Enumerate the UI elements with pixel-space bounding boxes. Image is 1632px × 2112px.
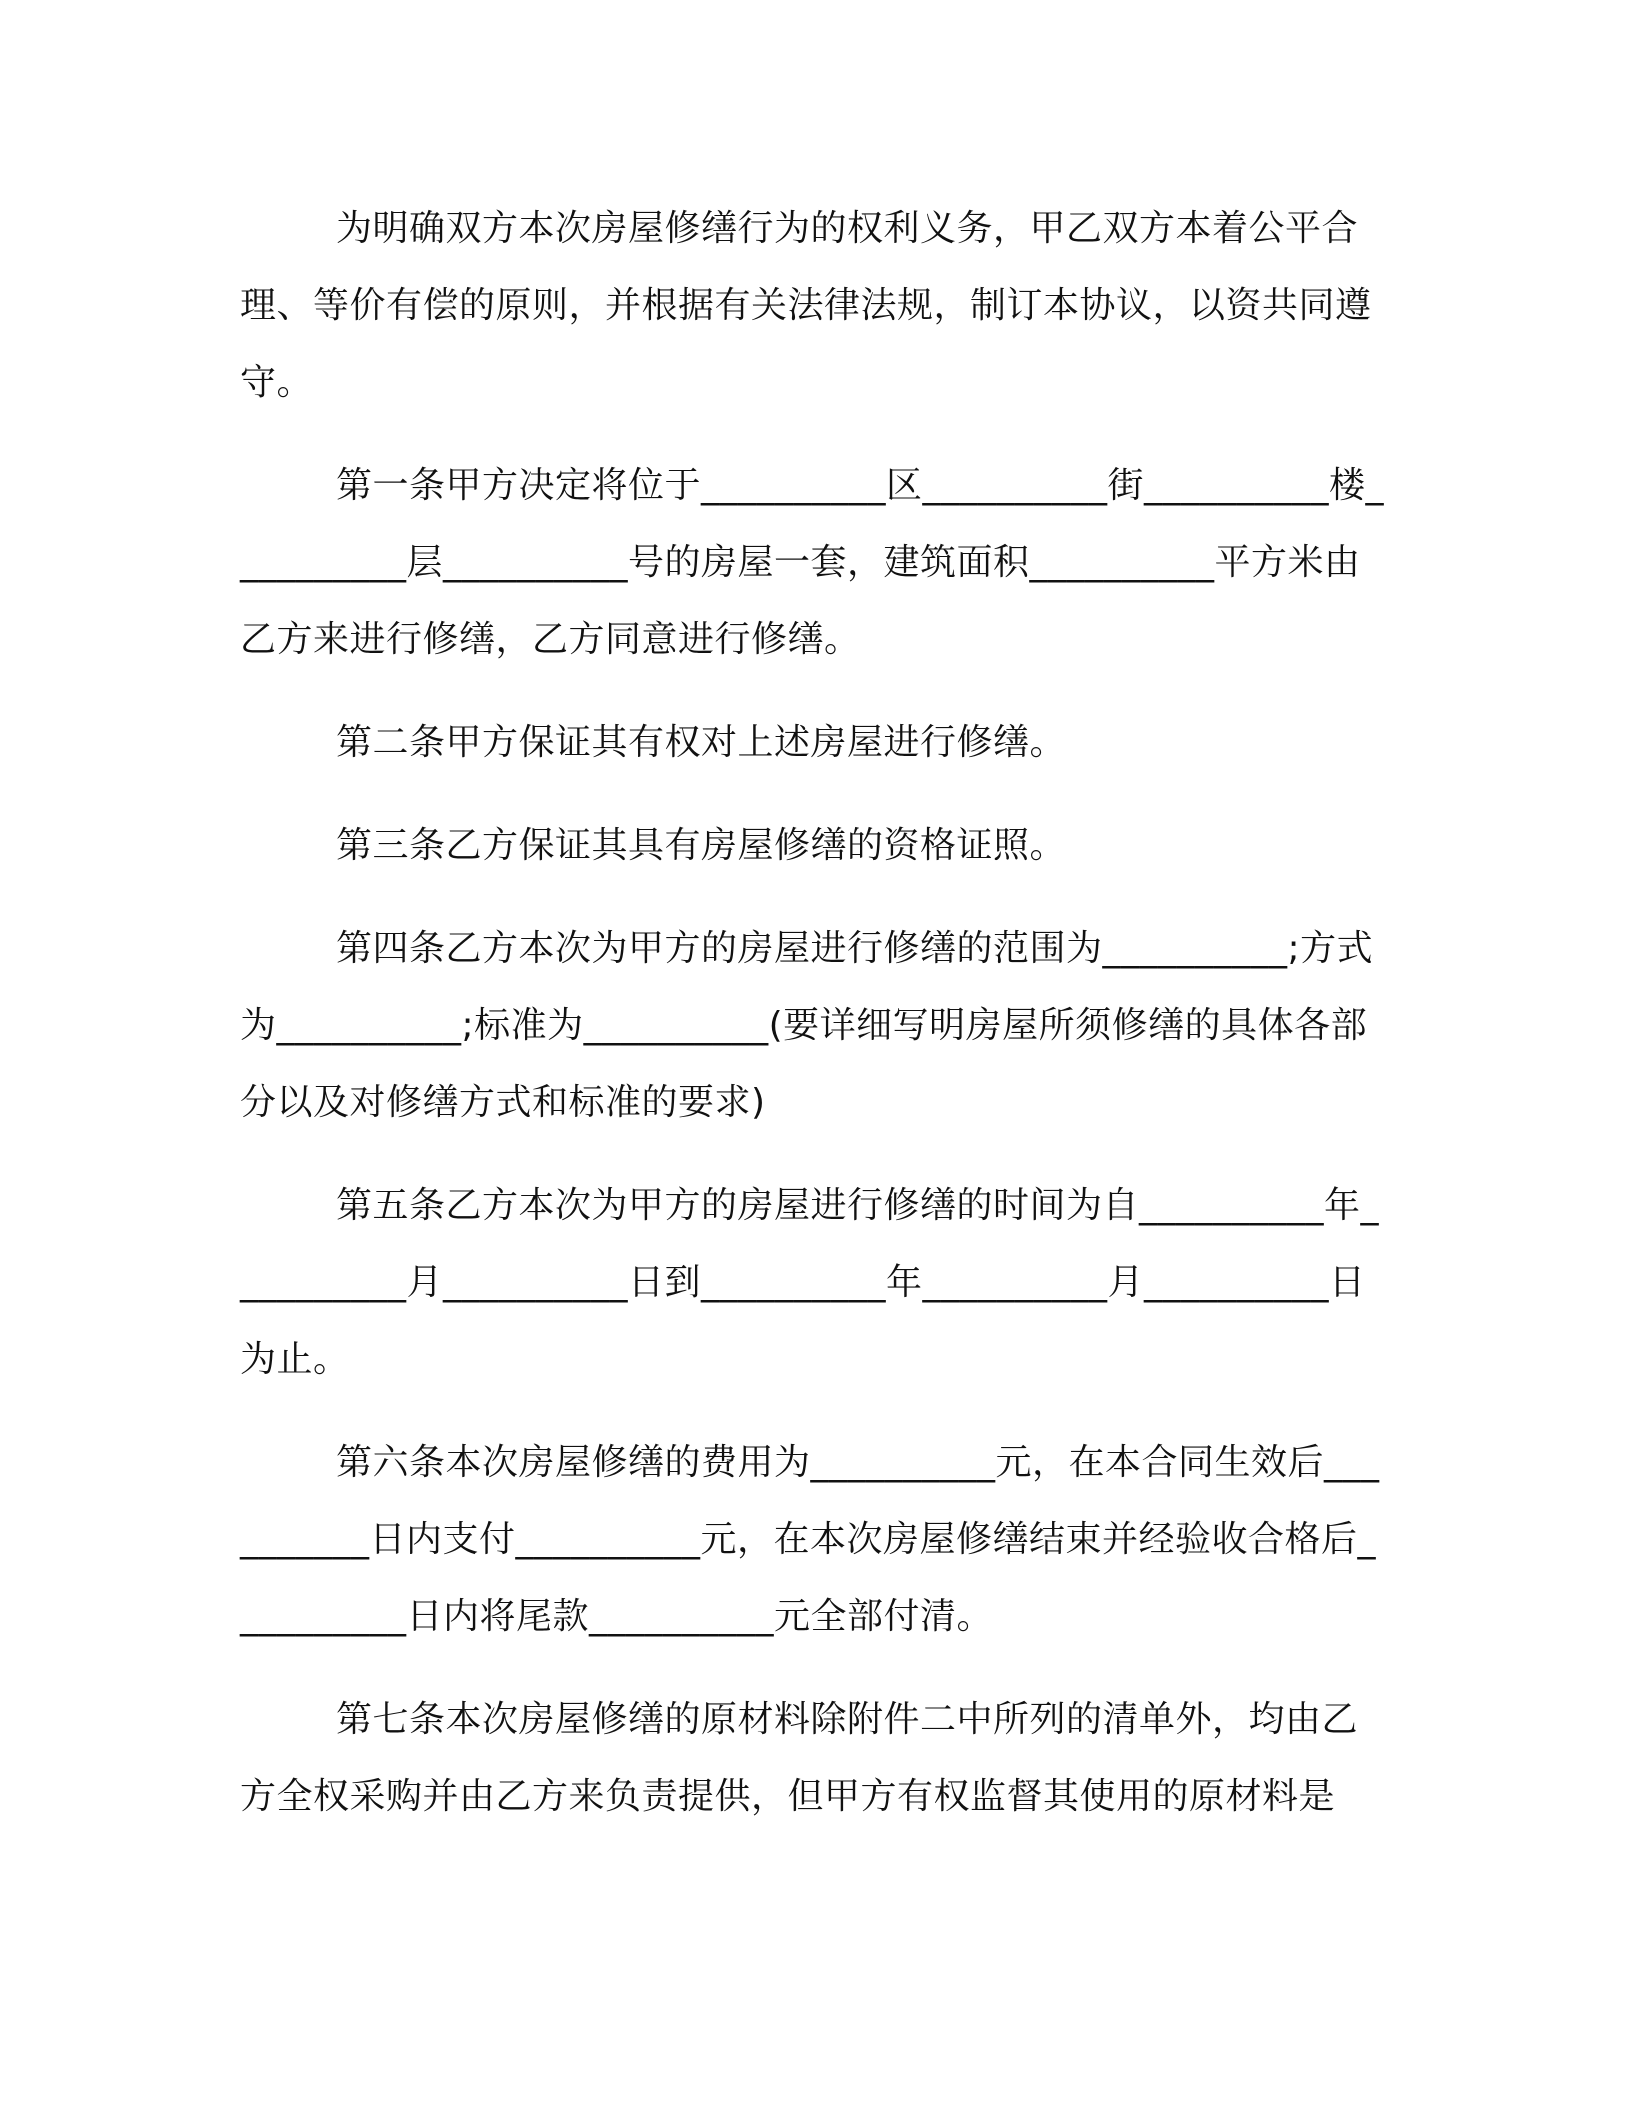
paragraph-article-1: 第一条甲方决定将位于__________区__________街__________楼__________层__________号的房屋一套，建筑面积__________平方米由乙方来进行修缮，乙方同意进行修缮。 xyxy=(240,465,1385,660)
paragraph-article-6: 第六条本次房屋修缮的费用为__________元，在本合同生效后__________日内支付__________元，在本次房屋修缮结束并经验收合格后__________日内将尾款__________元全部付清。 xyxy=(240,1442,1380,1637)
paragraph-article-2: 第二条甲方保证其有权对上述房屋进行修缮。 xyxy=(336,722,1067,763)
paragraph-article-4: 第四条乙方本次为甲方的房屋进行修缮的范围为__________;方式为__________;标准为__________(要详细写明房屋所须修缮的具体各部分以及对修缮方式和标准的要求) xyxy=(240,928,1374,1123)
paragraph-preamble: 为明确双方本次房屋修缮行为的权利义务，甲乙双方本着公平合理、等价有偿的原则，并根据有关法律法规，制订本协议，以资共同遵守。 xyxy=(240,208,1372,403)
paragraph-article-5: 第五条乙方本次为甲方的房屋进行修缮的时间为自__________年__________月__________日到__________年__________月__________日为止。 xyxy=(240,1185,1380,1380)
paragraph-article-3: 第三条乙方保证其具有房屋修缮的资格证照。 xyxy=(336,825,1067,866)
document-body xyxy=(240,190,1390,1861)
paragraph-article-7: 第七条本次房屋修缮的原材料除附件二中所列的清单外，均由乙方全权采购并由乙方来负责提供，但甲方有权监督其使用的原材料是 xyxy=(240,1699,1359,1817)
